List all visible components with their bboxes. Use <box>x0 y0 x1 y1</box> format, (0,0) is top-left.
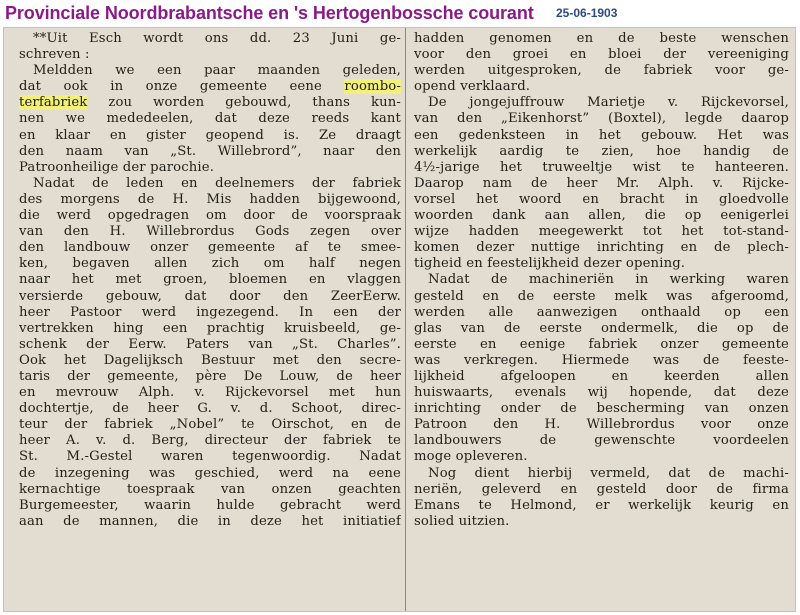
article-line: glas van de eerste ondermelk, die op de <box>414 320 789 336</box>
article-line: huiswaarts, evenals wij hopende, dat deze <box>414 385 789 401</box>
line-fragment: dat ook in onze gemeente eene <box>19 79 345 95</box>
article-line: Burgemeester, waarin hulde gebracht werd <box>19 497 401 513</box>
left-column <box>19 31 401 530</box>
article-line: versierde gebouw, dat door den ZeerEerw. <box>19 288 401 304</box>
article-line: Meldden we een paar maanden geleden, <box>33 63 401 79</box>
right-column <box>414 31 789 530</box>
highlighted-search-term: terfabriek <box>19 95 88 111</box>
article-line: Patroon den H. Willebrordus voor onze <box>414 417 789 433</box>
article-line: opend verklaard. <box>414 79 531 95</box>
article-line <box>19 95 401 111</box>
article-line: Daarop nam de heer Mr. Alph. v. Rijcke- <box>414 175 789 191</box>
article-line: van den H. Willebrordus Gods zegen over <box>19 224 401 240</box>
article-line: vertrekken hing een prachtig kruisbeeld, ge- <box>19 320 401 336</box>
article-line: eerste en eenige fabriek onzer gemeente <box>414 336 789 352</box>
article-line: de inzegening was geschied, werd na eene <box>19 465 401 481</box>
article-line: moge opleveren. <box>414 449 528 465</box>
article-line: schenk der Eerw. Paters van „St. Charles”. <box>19 336 401 352</box>
article-line: was verkregen. Hiermede was de feeste- <box>414 352 789 368</box>
article-line: naar het met groen, bloemen en vlaggen <box>19 272 401 288</box>
article-line: van den „Eikenhorst” (Boxtel), legde daarop <box>414 111 789 127</box>
article-line: neriën, geleverd en gesteld door de firma <box>414 481 789 497</box>
article-line: nen we mededeelen, dat deze reeds kant <box>19 111 401 127</box>
article-line: Ook het Dagelijksch Bestuur met den secre- <box>19 352 401 368</box>
article-line: den landbouw onzer gemeente af te smee- <box>19 240 401 256</box>
article-line: den naam van „St. Willebrord”, naar den <box>19 143 401 159</box>
line-fragment: zou worden gebouwd, thans kun- <box>87 95 401 111</box>
article-line: werden alle aanwezigen onthaald op een <box>414 304 789 320</box>
article-line: ken, begaven allen zich om half negen <box>19 256 401 272</box>
publication-date: 25-06-1903 <box>556 6 618 20</box>
article-line: Nog dient hierbij vermeld, dat de machi- <box>428 465 789 481</box>
article-line: komen dezer nuttige inrichting en de plech- <box>414 240 789 256</box>
article-line: heer Pastoor werd ingezegend. In een der <box>19 304 401 320</box>
page-header <box>0 0 800 28</box>
article-line: Emans te Helmond, er werkelijk keurig en <box>414 497 789 513</box>
article-line: kernachtige toespraak van onzen geachten <box>19 481 401 497</box>
article-line: woorden dank aan allen, die op eenigerlei <box>414 208 789 224</box>
article-line: vorsel het woord en bracht in gloedvolle <box>414 191 789 207</box>
article-line: lijkheid afgeloopen en keerden allen <box>414 368 789 384</box>
article-line: gesteld en de eerste melk was afgeroomd, <box>414 288 789 304</box>
article-line: De jongejuffrouw Marietje v. Rijckevorsel, <box>428 95 789 111</box>
article-line: werden uitgesproken, de fabriek voor ge- <box>414 63 789 79</box>
article-line: hadden genomen en de beste wenschen <box>414 31 789 46</box>
article-line: des morgens de H. Mis hadden bijgewoond, <box>19 191 401 207</box>
article-line: werkelijk aardig te zien, hoe handig de <box>414 143 789 159</box>
newspaper-title: Provinciale Noordbrabantsche en 's Hertogenbossche courant <box>5 3 534 23</box>
article-line: een gedenksteen in het gebouw. Het was <box>414 127 789 143</box>
article-line: schreven : <box>19 47 90 63</box>
article-line: Patroonheilige der parochie. <box>19 159 215 175</box>
article-line: dochtertje, de heer G. v. d. Schoot, direc- <box>19 401 401 417</box>
article-line: tigheid en feestelijkheid dezer opening. <box>414 256 686 272</box>
article-line <box>19 79 401 95</box>
article-line: aan de mannen, die in deze het initiatief <box>19 513 401 529</box>
article-line: Nadat de machineriën in werking waren <box>428 272 789 288</box>
article-line: taris der gemeente, père De Louw, de heer <box>19 368 401 384</box>
article-line: heer A. v. d. Berg, directeur der fabriek te <box>19 433 401 449</box>
article-line: en mevrouw Alph. v. Rijckevorsel met hun <box>19 385 401 401</box>
article-line: Nadat de leden en deelnemers der fabriek <box>33 175 401 191</box>
article-line: die werd opgedragen om door de voorspraak <box>19 208 401 224</box>
newspaper-clipping <box>3 27 796 612</box>
article-line: inrichting onder de bescherming van onzen <box>414 401 789 417</box>
article-line: **Uit Esch wordt ons dd. 23 Juni ge- <box>33 31 401 46</box>
article-line: voor den groei en bloei der vereeniging <box>414 47 789 63</box>
article-line: landbouwers de gewenschte voordeelen <box>414 433 789 449</box>
article-line: 4½-jarige het truweeltje wist te hanteeren. <box>414 159 789 175</box>
column-divider <box>405 28 406 612</box>
highlighted-search-term: roombo- <box>344 79 401 95</box>
article-line: teur der fabriek „Nobel” te Oirschot, en de <box>19 417 401 433</box>
article-line: en klaar en gister geopend is. Ze draagt <box>19 127 401 143</box>
article-line: solied uitzien. <box>414 513 510 529</box>
article-line: wijze hadden meegewerkt tot het tot-stand- <box>414 224 789 240</box>
article-line: St. M.-Gestel waren tegenwoordig. Nadat <box>19 449 401 465</box>
